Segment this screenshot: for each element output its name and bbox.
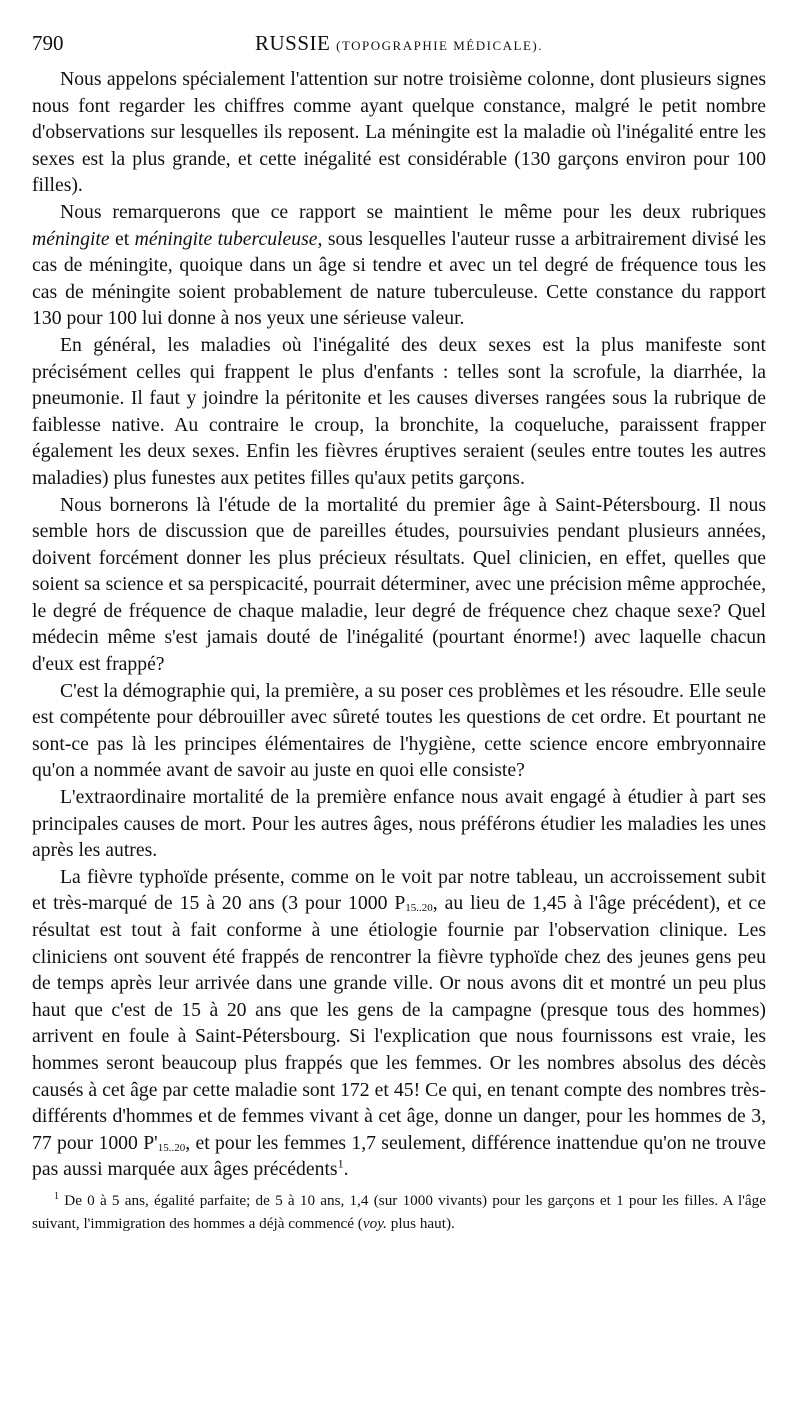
- paragraph-1: Nous appelons spécialement l'attention sur notre troisième colonne, dont plusieurs signes nous font regarder les chiffres comme ayant quelque constance, malgré le petit nombre d'observations sur lesquelles ils reposent. La méningite est la maladie où l'inégalité entre les sexes est la plus grande, et cette inégalité est considérable (130 garçons environ pour 100 filles).: [32, 68, 766, 197]
- paragraph-2: [32, 199, 766, 332]
- term-meningite: méningite: [32, 227, 110, 250]
- paragraph-7-text-c: , et pour les femmes 1,7 seulement, différence inattendue qu'on ne trouve pas aussi marquée aux âges précédents: [32, 1131, 766, 1181]
- paragraph-2-text-e: , sous lesquelles l'auteur russe a arbitrairement divisé les cas de méningite, quoique dans un âge si tendre et avec un tel degré de fréquence tous les cas de méningite soient probablement de nature tuberculeuse. Cette constance du rapport 130 pour 100 lui donne à nos yeux une sérieuse valeur.: [32, 227, 766, 330]
- paragraph-7-text-d: .: [343, 1158, 349, 1181]
- paragraph-7: [32, 864, 766, 1183]
- paragraph-7-text-b: , au lieu de 1,45 à l'âge précédent), et ce résultat est tout à fait conforme à une étiologie fournie par l'observation clinique. Les cliniciens ont souvent été frappés de rencontrer la fièvre typhoïde chez des jeunes gens peu de temps après leur arrivée dans une grande ville. Or nous avons dit et montré un peu plus haut que c'est de 15 à 20 ans que les gens de la campagne (presque tous des hommes) arrivent en foule à Saint-Pétersbourg. Si l'explication que nous fournissons est vraie, les hommes seront beaucoup plus frappés que les femmes. Or les nombres absolus des décès causés à cet âge par cette maladie sont 172 et 45! Ce qui, en tenant compte des nombres très-différents d'hommes et de femmes vivant à cet âge, donne un danger, pour les hommes de 3, 77 pour 1000 P': [32, 892, 766, 1154]
- footnote-reference[interactable]: 1: [337, 1156, 344, 1171]
- page-title: [32, 26, 766, 63]
- footnote-text-a: De 0 à 5 ans, égalité parfaite; de 5 à 10 ans, 1,4 (sur 1000 vivants) pour les garçons et 1 pour les filles. A l'âge suivant, l'immigration des hommes a déjà commencé (: [32, 1191, 766, 1232]
- footnote-text-b: plus haut).: [386, 1214, 455, 1232]
- page-title-sub: (TOPOGRAPHIE MÉDICALE).: [336, 38, 543, 53]
- footnote-voy: voy.: [362, 1214, 387, 1232]
- page-number: 790: [32, 31, 64, 55]
- paragraph-2-text-a: Nous remarquerons que ce rapport se maintient le même pour les deux rubriques: [60, 200, 766, 223]
- page-title-main: RUSSIE: [255, 31, 331, 55]
- paragraph-7-text-a: La fièvre typhoïde présente, comme on le voit par notre tableau, un accroissement subit et très-marqué de 15 à 20 ans (3 pour 1000 P: [32, 865, 766, 915]
- running-head: [32, 26, 766, 60]
- paragraph-4: Nous bornerons là l'étude de la mortalité du premier âge à Saint-Pétersbourg. Il nous semble hors de discussion que de pareilles études, poursuivies pendant plusieurs années, doivent forcément donner les plus précieux résultats. Quel clinicien, en effet, quelles que soient sa science et sa perspicacité, pourrait déterminer, avec une précision même approchée, le degré de fréquence de chaque maladie, leur degré de fréquence chez chaque sexe? Quel médecin même s'est jamais douté de l'inégalité (pourtant énorme!) avec laquelle chacun d'eux est frappé?: [32, 493, 766, 676]
- footnote: [32, 1189, 766, 1235]
- footnote-marker: 1: [54, 1190, 59, 1202]
- term-meningite-tuberculeuse: méningite tuberculeuse: [134, 227, 318, 250]
- paragraph-5: C'est la démographie qui, la première, a su poser ces problèmes et les résoudre. Elle seule est compétente pour débrouiller avec sûreté toutes les questions de cet ordre. Et pourtant ne sont-ce pas là les principes élémentaires de l'hygiène, cette science encore embryonnaire qu'on a nommée avant de savoir au juste en quoi elle consiste?: [32, 679, 766, 782]
- subscript-age-range-1: 15..20: [405, 902, 433, 915]
- footnote-1: [32, 1189, 766, 1235]
- body-text: [32, 66, 766, 1183]
- subscript-age-range-2: 15..20: [157, 1141, 186, 1154]
- paragraph-6: L'extraordinaire mortalité de la première enfance nous avait engagé à étudier à part ses principales causes de mort. Pour les autres âges, nous préférons étudier les maladies les unes après les autres.: [32, 786, 766, 862]
- paragraph-3: En général, les maladies où l'inégalité des deux sexes est la plus manifeste sont précisément celles qui frappent le plus d'enfants : telles sont la scrofule, la diarrhée, la pneumonie. Il faut y joindre la péritonite et les causes diverses rangées sous la rubrique de faiblesse native. Au contraire le croup, la bronchite, la coqueluche, paraissent frapper également les deux sexes. Enfin les fièvres éruptives seraient (seules entre toutes les autres maladies) plus funestes aux petites filles qu'aux petits garçons.: [32, 333, 766, 489]
- paragraph-2-text-c: et: [109, 227, 135, 250]
